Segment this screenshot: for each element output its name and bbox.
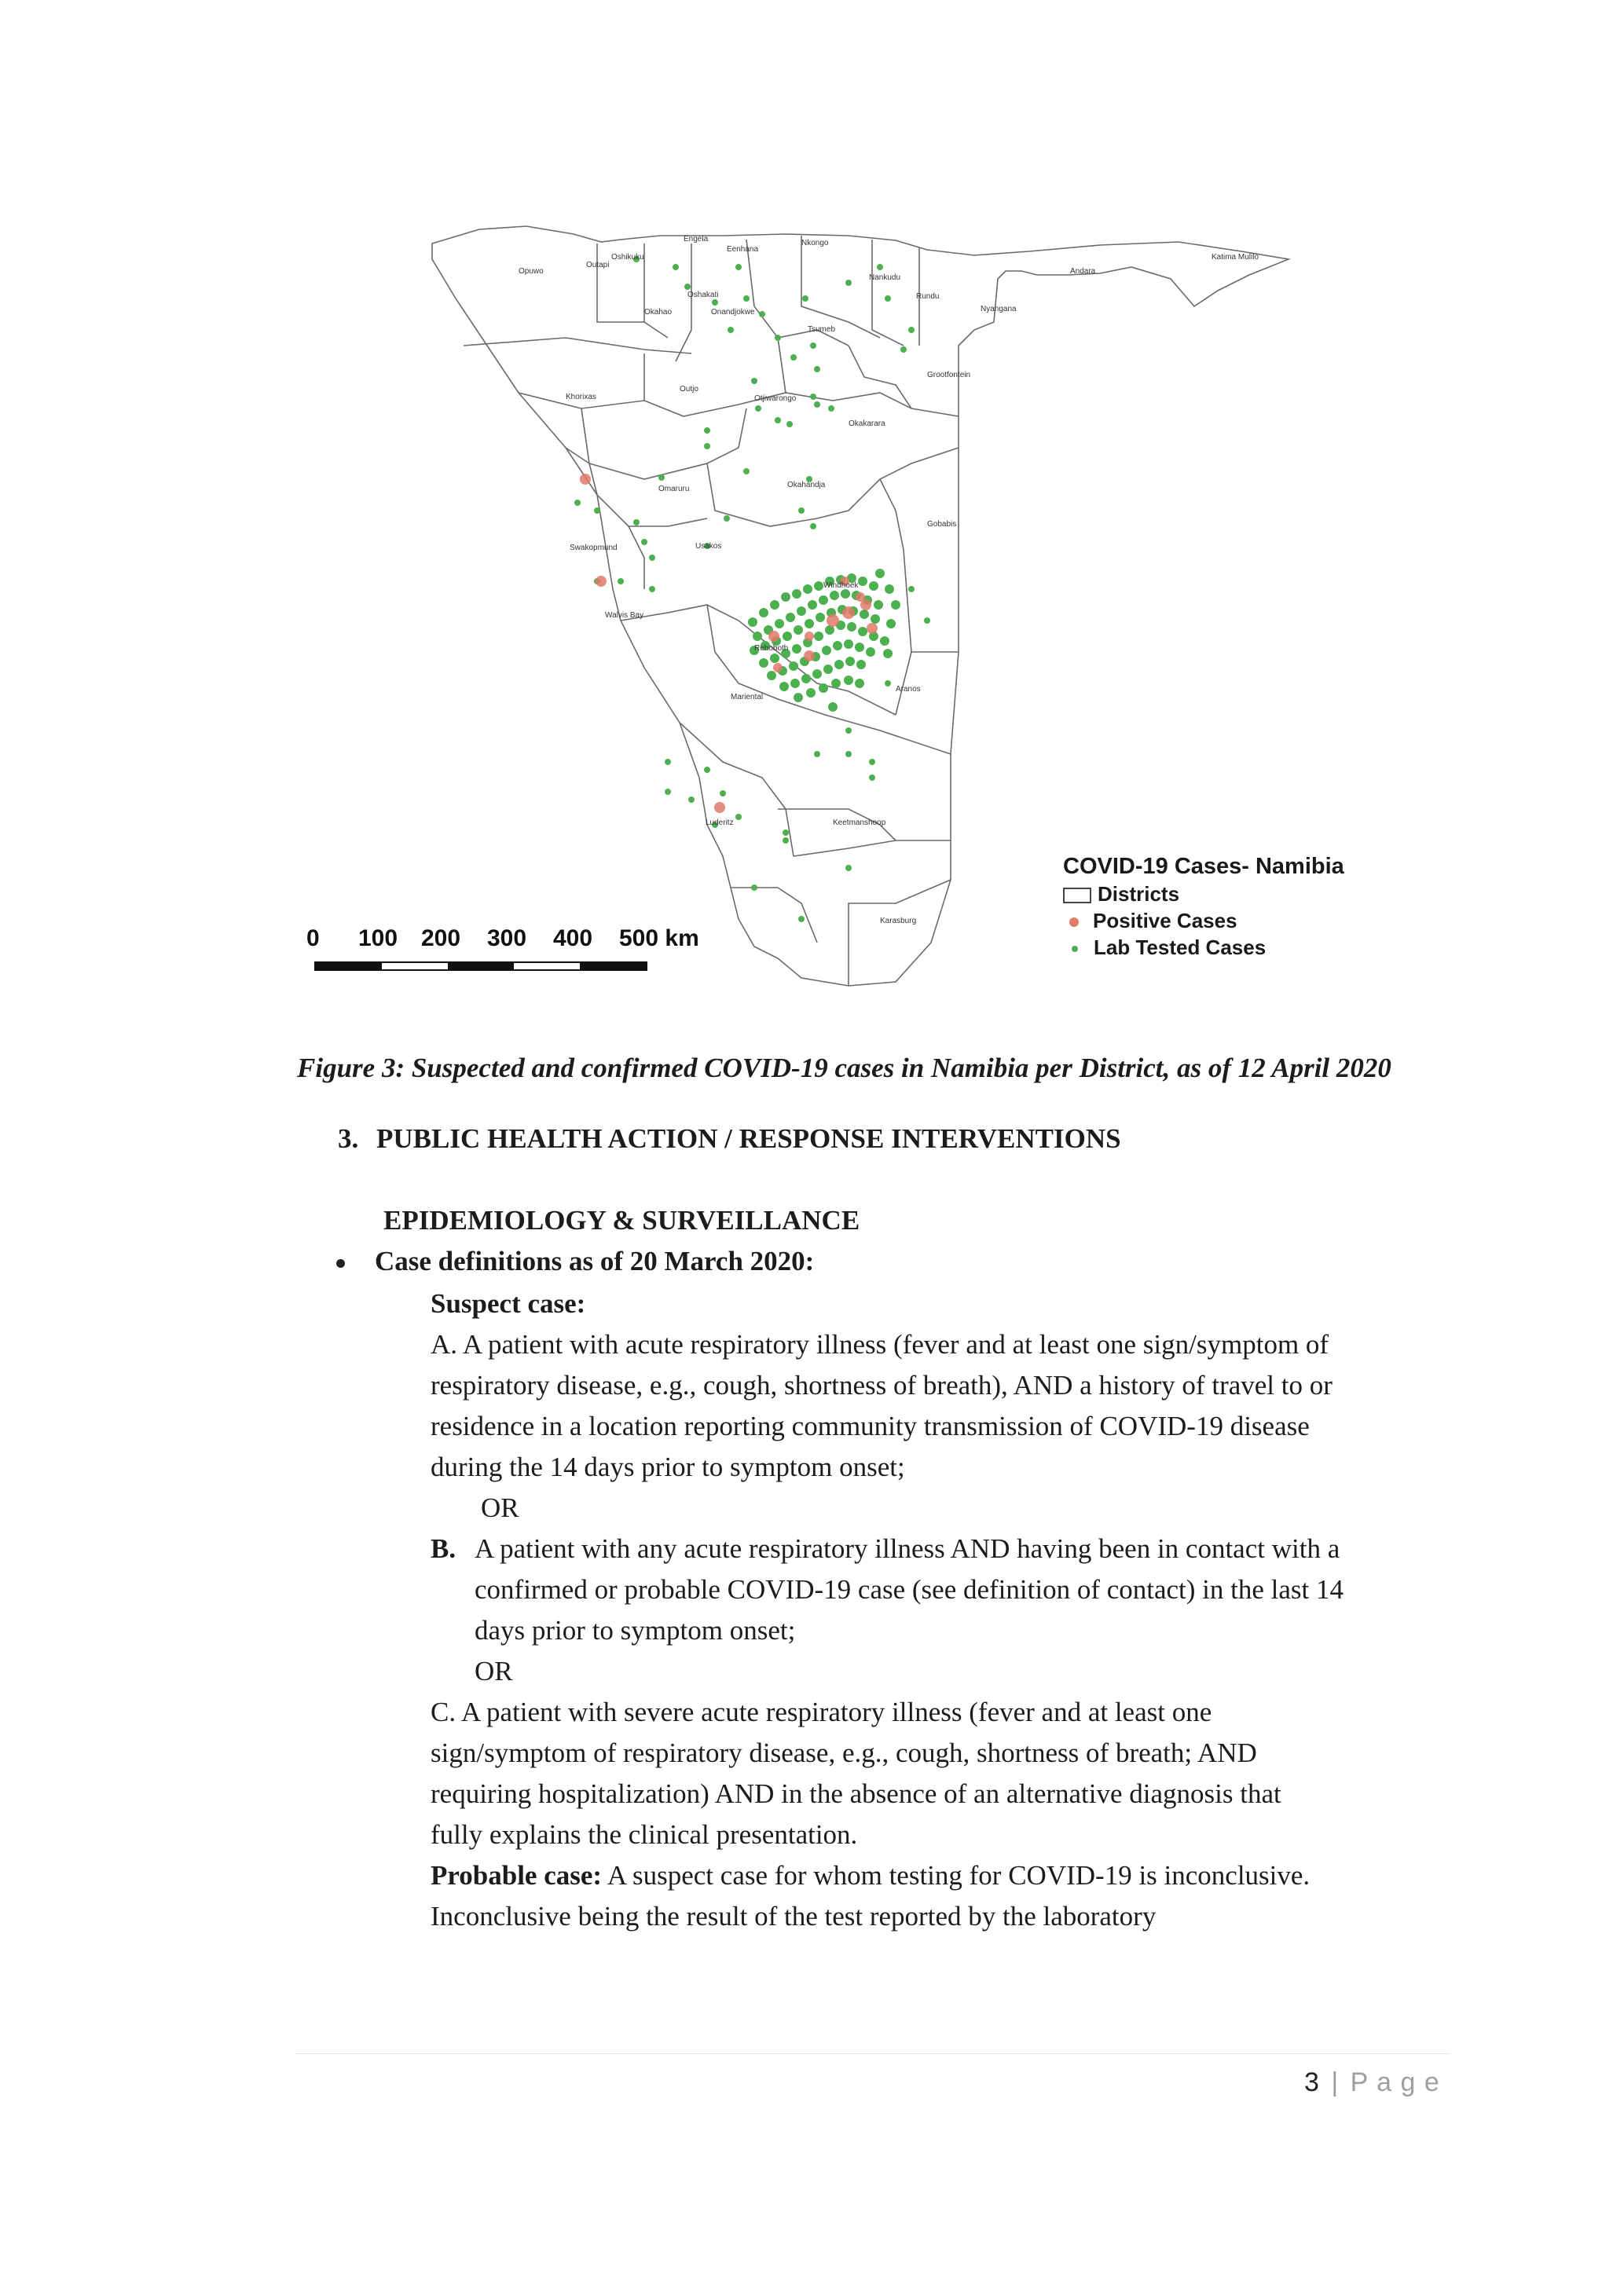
label-omaruru: Omaruru: [658, 485, 690, 493]
label-tsumeb: Tsumeb: [808, 325, 836, 334]
case-a-line-4: during the 14 days prior to symptom onset;: [431, 1452, 905, 1482]
label-otjiwarongo: Otjiwarongo: [754, 394, 797, 403]
scale-300: 300: [487, 925, 527, 951]
case-c-line-2: sign/symptom of respiratory disease, e.g., cough, shortness of breath; AND: [431, 1738, 1257, 1768]
scale-100: 100: [358, 925, 398, 951]
section-title: PUBLIC HEALTH ACTION / RESPONSE INTERVENTIONS: [376, 1123, 1121, 1154]
label-kongo: Nkongo: [801, 239, 829, 247]
case-c-line-4: fully explains the clinical presentation.: [431, 1819, 858, 1850]
label-andara: Andara: [1070, 267, 1096, 276]
case-a-line-3: residence in a location reporting community transmission of COVID-19 disease: [431, 1411, 1310, 1441]
case-a-label: A.: [431, 1329, 458, 1360]
legend-districts-label: Districts: [1098, 882, 1180, 906]
label-luderitz: Luderitz: [706, 818, 734, 827]
label-okahandja: Okahandja: [787, 481, 826, 489]
label-nankudu: Nankudu: [869, 273, 901, 282]
subsection-heading: EPIDEMIOLOGY & SURVEILLANCE: [383, 1205, 860, 1236]
scale-400: 400: [553, 925, 593, 951]
district-swatch-icon: [1063, 888, 1091, 903]
page-footer: [1304, 2067, 1440, 2098]
figure-caption: Figure 3: Suspected and confirmed COVID-19 cases in Namibia per District, as of 12 April 2020: [297, 1053, 1391, 1083]
label-walvis: Walvis Bay: [605, 611, 644, 620]
label-opuwo: Opuwo: [519, 267, 544, 276]
map-legend: [1063, 852, 1456, 961]
case-b-line-3: days prior to symptom onset;: [475, 1615, 796, 1646]
legend-positive-label: Positive Cases: [1093, 909, 1237, 932]
bullet-icon: [336, 1259, 345, 1268]
label-karasburg: Karasburg: [880, 917, 917, 925]
case-b-line-1: A patient with any acute respiratory illness AND having been in contact with a: [475, 1533, 1340, 1564]
label-oshikuku: Oshikuku: [611, 253, 644, 262]
label-swakopmund: Swakopmund: [570, 544, 618, 552]
label-onandjokwe: Onandjokwe: [711, 308, 755, 317]
case-a-line-1: A patient with acute respiratory illness (fever and at least one sign/symptom of: [462, 1329, 1329, 1360]
probable-label: Probable case:: [431, 1860, 603, 1891]
case-b: [431, 1529, 1554, 1651]
legend-positive: [1063, 907, 1456, 934]
label-outjo: Outjo: [680, 385, 698, 394]
section-heading: [338, 1123, 1121, 1155]
or-1: OR: [481, 1492, 519, 1523]
case-c: [431, 1692, 1546, 1855]
page-separator: |: [1331, 2067, 1339, 2097]
label-nyangana: Nyangana: [981, 305, 1017, 313]
or-2: OR: [475, 1656, 513, 1686]
label-keetmanshoop: Keetmanshoop: [833, 818, 886, 827]
label-katima: Katima Mulilo: [1212, 253, 1259, 262]
label-okahao: Okahao: [644, 308, 673, 317]
legend-districts: [1063, 881, 1456, 907]
label-mariental: Mariental: [731, 693, 764, 701]
case-c-line-3: requiring hospitalization) AND in the absence of an alternative diagnosis that: [431, 1778, 1281, 1809]
label-oshakati: Oshakati: [687, 291, 719, 299]
section-number: 3.: [338, 1123, 359, 1154]
probable-line-2: Inconclusive being the result of the test reported by the laboratory: [431, 1901, 1157, 1932]
scale-bar: [303, 925, 728, 980]
bullet-heading: [336, 1246, 814, 1277]
case-a-line-2: respiratory disease, e.g., cough, shortness of breath), AND a history of travel to or: [431, 1370, 1333, 1401]
label-usakos: Usakos: [695, 542, 722, 551]
label-okakarara: Okakarara: [849, 419, 885, 428]
label-rundu: Rundu: [916, 292, 940, 301]
scale-0: 0: [306, 925, 320, 951]
probable-line-1: A suspect case for whom testing for COVID-19 is inconclusive.: [607, 1860, 1311, 1891]
page-word: P a g e: [1350, 2067, 1440, 2097]
bullet-heading-text: Case definitions as of 20 March 2020:: [375, 1246, 815, 1276]
page-number: 3: [1304, 2067, 1319, 2097]
footer-divider: [295, 2053, 1450, 2054]
scale-500: 500 km: [619, 925, 699, 951]
probable-case: [431, 1855, 1562, 1937]
label-windhoek: Windhoek: [823, 581, 859, 590]
label-gobabis: Gobabis: [927, 520, 957, 529]
tested-dot-icon: [1072, 946, 1078, 952]
legend-tested-label: Lab Tested Cases: [1094, 936, 1267, 959]
label-aranos: Aranos: [896, 685, 921, 694]
legend-tested: [1063, 934, 1456, 961]
case-c-label: C.: [431, 1697, 456, 1727]
label-khorixas: Khorixas: [566, 393, 596, 401]
suspect-heading: Suspect case:: [431, 1288, 586, 1319]
label-engela: Engela: [684, 235, 709, 244]
case-b-label: B.: [431, 1533, 456, 1564]
scale-bar-graphic: [314, 961, 647, 971]
label-outapi: Outapi: [586, 261, 610, 269]
positive-dot-icon: [1069, 917, 1079, 927]
scale-200: 200: [421, 925, 461, 951]
case-b-line-2: confirmed or probable COVID-19 case (see definition of contact) in the last 14: [475, 1574, 1344, 1605]
legend-title: COVID-19 Cases- Namibia: [1063, 854, 1344, 879]
label-grootfontein: Grootfontein: [927, 371, 971, 379]
case-c-line-1: A patient with severe acute respiratory illness (fever and at least one: [460, 1697, 1212, 1727]
case-a: [431, 1324, 1546, 1488]
label-eenhana: Eenhana: [727, 245, 759, 254]
label-rehoboth: Rehoboth: [754, 644, 789, 653]
positive-case-dots: [580, 474, 878, 813]
